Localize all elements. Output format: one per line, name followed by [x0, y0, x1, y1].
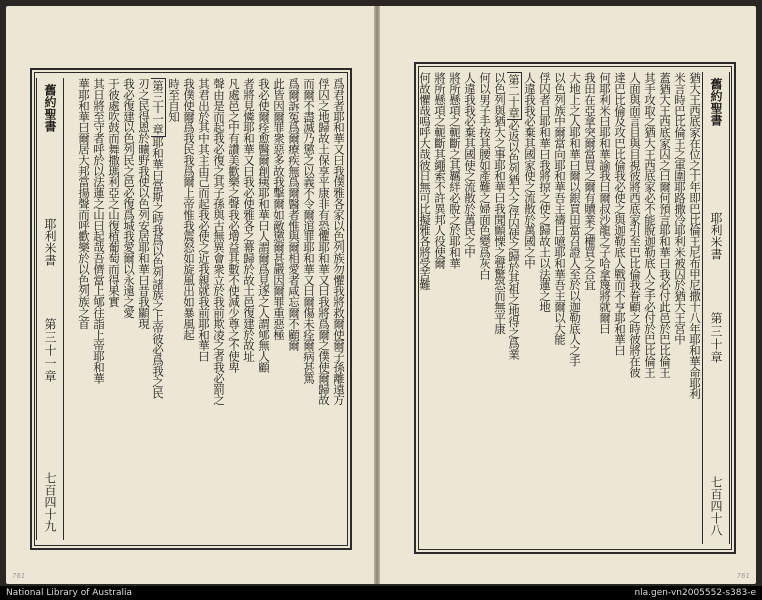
chapter-label: 第三十一章 [43, 318, 57, 383]
text-column: 何耶利米曰耶和華諭我曰爾叔沙龍之子哈拿篾將就爾曰 [598, 72, 612, 334]
corner-mark: 761 [736, 572, 750, 580]
text-column: 人違我我必棄其國家使之流散於萬國之中 [523, 72, 537, 269]
text-column: 俘囚者曰耶和華曰我將掠之使之歸故土以法蓮之地 [538, 72, 552, 312]
page-header-band [36, 78, 64, 540]
chapter-marker: 第三十一章 [151, 80, 165, 135]
text-column: 者將見憐耶和華又曰我必使雅各之幕歸於故土邑復建於故址 [242, 78, 256, 362]
chapter-text: 必返以色列猶大之俘囚使之歸於其祖之地得之爲業 [507, 119, 521, 360]
page-number: 七百四十九 [43, 472, 57, 532]
text-column: 華耶和華曰爾居大邦當揚聲而呼歡樂於以色列族之首 [77, 78, 91, 329]
text-column: 以色列與猶大之事耶和華曰我聞顫慄之聲驚恐而無平康 [493, 72, 507, 334]
text-column: 米言時巴比倫王之軍圍耶路撒冷耶利米被囚於猶大王宮中 [673, 72, 687, 345]
left-page-text-frame [30, 68, 352, 550]
right-page-text-frame [414, 62, 736, 554]
text-column: 俘囚之地歸故土保享平康非有恐懼耶和華又曰我將爲爾之僕使爾歸故 [317, 78, 331, 406]
book-title: 舊約聖書 [43, 84, 57, 132]
text-column: 達巴比倫及攻巴比倫我必使之與迦勒底人戰而不亨耶和華曰 [613, 72, 627, 356]
text-column: 于彼處吹鼓而舞撒瑪利亞之山復植葡萄而得果實 [107, 78, 121, 307]
text-column: 其日將至守者呼於以法蓮之山曰起哉吾儕當上郇往詣上帝耶和華 [92, 78, 106, 384]
text-column: 其手攻取之猶大王西底家必不能脫迦勒底人之手必付於巴比倫王 [643, 72, 657, 378]
library-footer-bar [0, 586, 762, 600]
text-column: 凡處邑之中有讚美歡樂之聲我必增益其數不使減少尊之不使卑 [227, 78, 241, 373]
page-header-band [702, 72, 730, 544]
chapter-marker: 第二十章 [507, 74, 521, 118]
text-column: 刃之民得恩於曠野我使以色列安居耶和華曰昔我顯現 [137, 78, 151, 329]
corner-mark: 761 [12, 572, 26, 580]
chapter-start-column [151, 78, 166, 540]
record-identifier: nla.gen-vn2005552-s383-e [634, 588, 756, 598]
text-column: 蓋猶大王西底家囚之曰爾何預言耶和華曰我必付此邑於巴比倫王 [658, 72, 672, 378]
library-credit: National Library of Australia [6, 588, 133, 598]
text-column: 我僕使爾爲我民我爲爾上帝惟我震怒如旋風出如暴風起 [182, 78, 196, 340]
text-column: 猶大王西底家在位之十年即巴比倫王尼布甲尼撒十八年耶和華命耶利 [688, 72, 702, 400]
text-column: 時至自知 [167, 78, 181, 122]
text-column: 將所懸項之軛斷之其羈絆必脫之於耶和華 [448, 72, 462, 269]
left-page [6, 6, 374, 584]
text-column: 此皆因爾罪衆惡多故我擊爾如敵懲爾甚嚴因爾罪重惡極 [272, 78, 286, 340]
text-column: 人違我我必棄其國使之流散於萬民之中 [463, 72, 477, 258]
text-column: 人面與面言目與目視彼將西底家引至巴比倫我眷顧之時彼將在彼 [628, 72, 642, 378]
book-title: 舊約聖書 [709, 78, 723, 126]
text-column: 將所懸項之軛斷其繩索不許異邦人役使爾 [433, 72, 447, 269]
text-column: 以色列族中爾當向耶和華吾主禱曰噫耶和華吾主爾以大能 [553, 72, 567, 345]
book-name: 耶利米書 [43, 218, 57, 266]
text-column: 我田在亞拿突爾當買之爾有贖業之權買之合宜 [583, 72, 597, 291]
text-column: 我必復建以色列民之邑必復爲城我愛爾以永遠之愛 [122, 78, 136, 318]
page-number: 七百四十八 [709, 476, 723, 536]
text-column: 爲爾訴冤爲爾療疾無爲爾醫者惟與爾相愛者咸忘爾不顧爾 [287, 78, 301, 351]
text-column: 何以男子手按其腰如產難之婦面色變爲灰白 [478, 72, 492, 280]
chapter-label: 第三十章 [709, 312, 723, 364]
book-name: 耶利米書 [709, 212, 723, 260]
text-column: 爲君者耶和華又曰我僕雅各家以色列族勿懼我將救爾使爾子孫離遠方 [332, 78, 346, 406]
right-page [380, 6, 756, 584]
text-column: 何故懼哉嗚呼大哉彼日無可比擬雅各將受苦難 [418, 72, 432, 291]
text-column: 而爾不盡滅乃懲之以義不令爾逭罪耶和華又曰爾傷未痊爾病甚篤 [302, 78, 316, 384]
text-column: 聲由是而起我必復之其子孫與古無異會衆立於我前欺凌之者我必罰之 [212, 78, 226, 406]
chapter-start-column [507, 72, 522, 544]
chapter-text: 耶和華曰當斯之時我爲以色列諸族之上帝彼必爲我之民 [151, 136, 165, 399]
text-column: 其君出於其中其主由己而起我必使之近我親就我前耶和華曰 [197, 78, 211, 362]
text-column: 我必使爾痊愈醫爾創痍耶和華曰人謂爾爲見逐之人謂郇無人顧 [257, 78, 271, 373]
text-column: 大地上之人耶和華曰爾以銀買田當召證人至於以迦勒底人之手 [568, 72, 582, 367]
